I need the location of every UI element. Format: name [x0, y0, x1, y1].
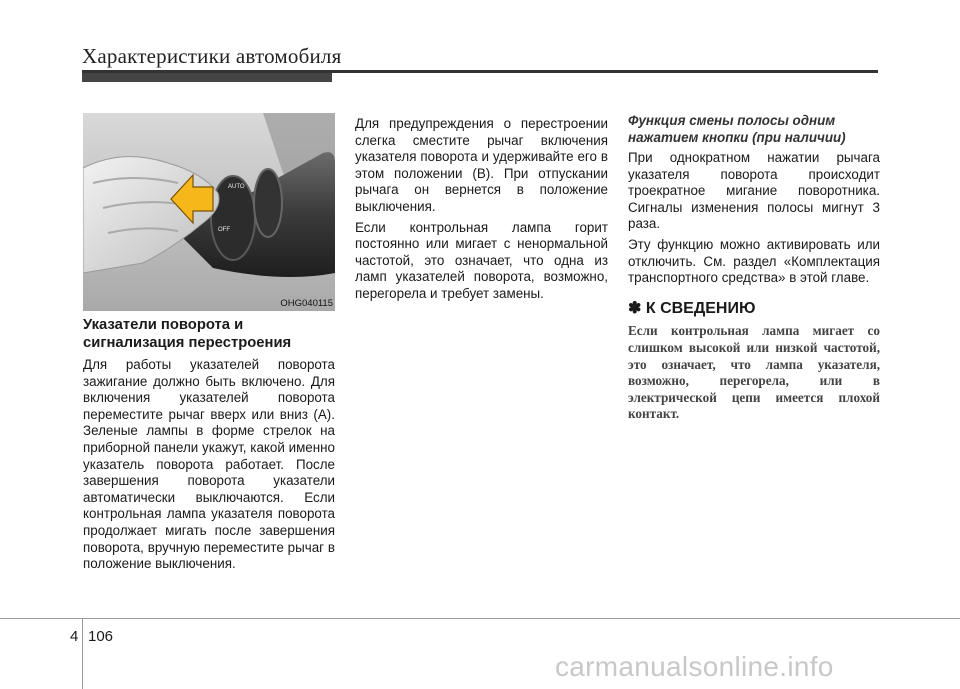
- turn-signal-paragraph: Для работы указателей поворота зажигание должно быть включено. Для включения указателей поворота переместите рычаг вверх или вниз (A). Зеленые лампы в форме стрелок на приборной панели укажут, какой именно указатель поворота работает. После завершения поворота указатели автоматически выключаются. Если контрольная лампа указателя поворота продолжает мигать после завершения поворота, вручную переместите рычаг в положение выключения.: [83, 357, 335, 572]
- page-header-title: Характеристики автомобиля: [82, 44, 342, 68]
- turn-signal-lever-illustration: [83, 113, 335, 311]
- footer-rule: [0, 618, 960, 619]
- column-3: [628, 112, 880, 423]
- one-touch-heading: Функция смены полосы одним нажатием кнопки (при наличии): [628, 113, 846, 145]
- footer-divider: [82, 618, 83, 689]
- one-touch-paragraph: При однократном нажатии рычага указателя поворота происходит троекратное мигание поворотника. Сигналы изменения полосы мигнут 3 раза.: [628, 150, 880, 232]
- one-touch-config-paragraph: Эту функцию можно активировать или отключить. См. раздел «Комплектация транспортного средства» в этой главе.: [628, 236, 880, 286]
- page-number: 106: [88, 628, 114, 645]
- off-label: OFF: [218, 227, 230, 233]
- column-2: [355, 116, 608, 307]
- info-body: Если контрольная лампа мигает со слишком высокой или низкой частотой, это означает, что лампа указателя, возможно, перегорела, или в электрической цепи имеется плохой контакт.: [628, 323, 880, 422]
- auto-label: AUTO: [228, 184, 245, 190]
- watermark: carmanualsonline.info: [555, 651, 834, 682]
- figure-code: OHG040115: [280, 298, 333, 309]
- lane-change-paragraph: Для предупреждения о перестроении слегка сместите рычаг включения указателя поворота и удерживайте его в этом положении (B). При отпускании рычага он вернется в положение выключения.: [355, 116, 608, 214]
- chapter-number: 4: [70, 628, 79, 645]
- turn-signal-figure: [83, 113, 335, 311]
- column-1: [83, 317, 335, 577]
- header-bar: [82, 73, 332, 82]
- turn-signal-heading: Указатели поворота и сигнализация перестроения: [83, 317, 292, 351]
- info-title: ✽ К СВЕДЕНИЮ: [628, 299, 756, 317]
- indicator-fault-paragraph: Если контрольная лампа горит постоянно или мигает с ненормальной частотой, это означает, что одна из ламп указателей поворота, возможно, перегорела и требует замены.: [355, 219, 608, 301]
